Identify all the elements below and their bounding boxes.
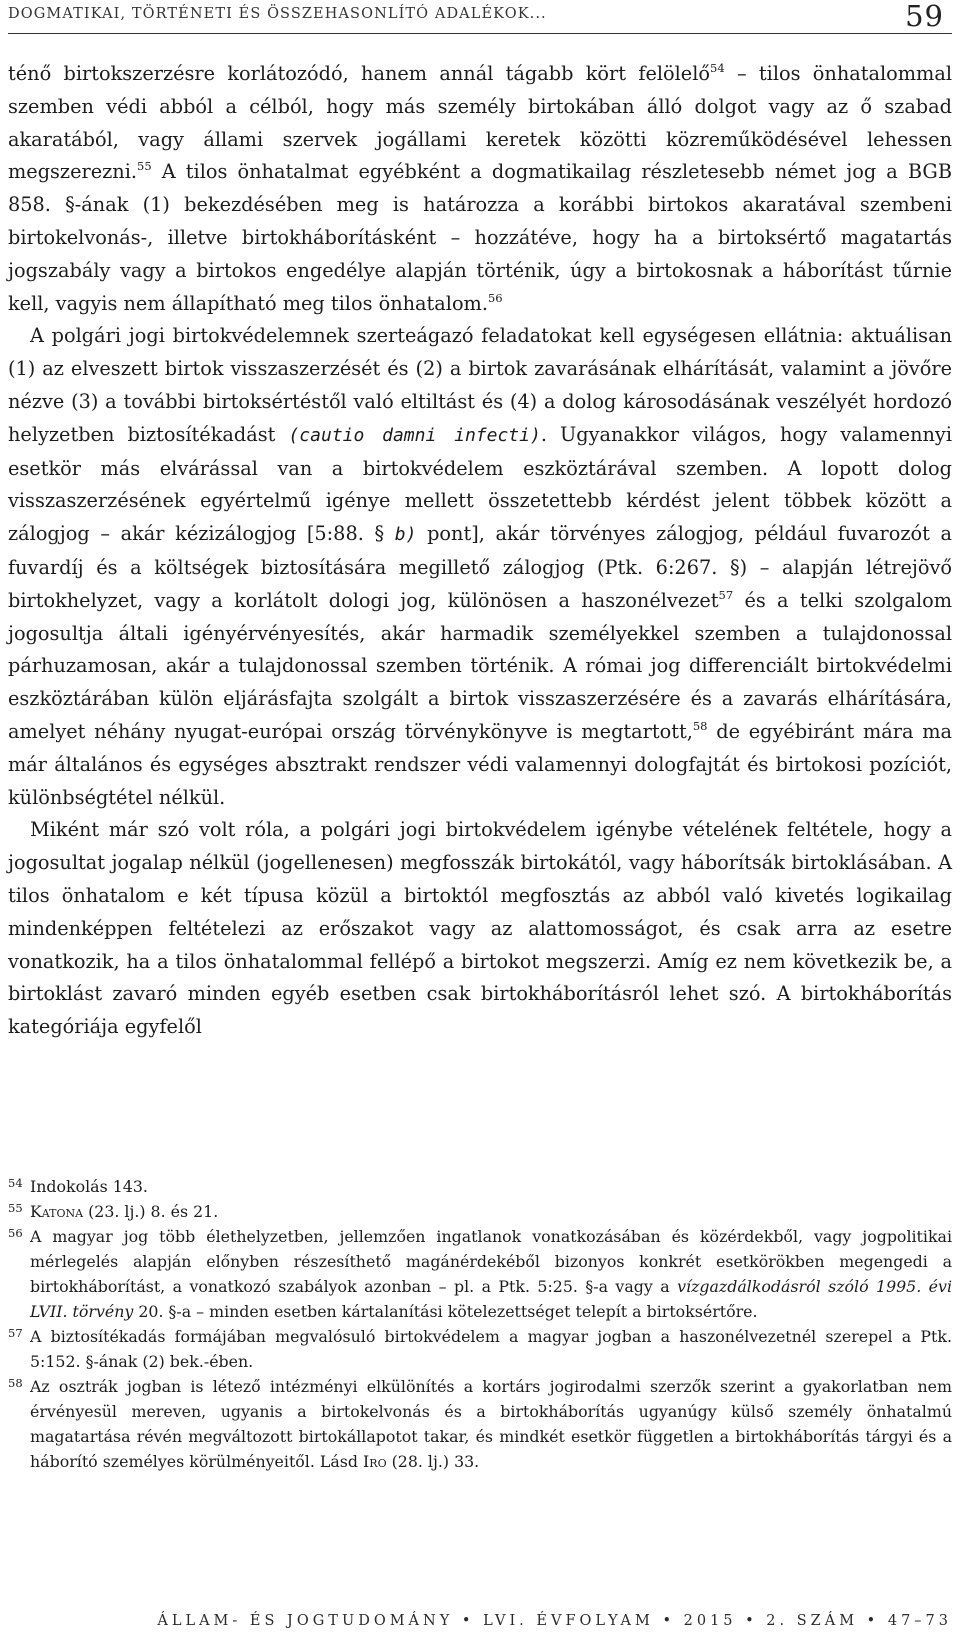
- footnote-55: [8, 1199, 952, 1224]
- footnote-57: [8, 1324, 952, 1374]
- footnote-ref-57[interactable]: 57: [718, 587, 734, 602]
- page-number: 59: [905, 0, 944, 33]
- footnote-text: A biztosítékadás formájában megvalósuló birtokvédelem a magyar jogban a haszonélvezetnél szerepel a Ptk. 5:152. §-ának (2) bek.-ében.: [30, 1327, 952, 1371]
- footnote-number: 56: [8, 1226, 23, 1240]
- footnote-number: 55: [8, 1201, 23, 1215]
- author-name: Katona: [30, 1202, 84, 1221]
- footnote-text: (23. lj.) 8. és 21.: [83, 1202, 219, 1221]
- footnote-ref-55[interactable]: 55: [137, 159, 152, 174]
- paragraph-2: A polgári jogi birtokvédelemnek szerteágazó feladatokat kell egységesen ellátnia: aktuálisan (1) az elveszett birtok visszaszerzését és (2) a birtok zavarásának elhárítását, valamint a jövőre nézve (3) a további birtoksértéstől való eltiltást és (4) a dolog károsodásának veszélyét hordozó helyzetben biztosítékadást (cautio damni infecti). Ugyanakkor világos, hogy valamennyi esetkör más elvárással van a birtokvédelem eszköztárával szemben. A lopott dolog visszaszerzésének egyértelmű igénye mellett összetettebb kérdést jelent többek között a zálogjog – akár kézizálogjog [5:88. § b) pont], akár törvényes zálogjog, például fuvarozót a fuvardíj és a költségek biztosítására megillető zálogjog (Ptk. 6:267. §) – alapján létrejövő birtokhelyzet, vagy a korlátolt dologi jog, különösen a haszonélvezet$^{57}$ és a telki szolgalom jogosultja általi igényérvényesítés, akár harmadik személyekkel szemben a tulajdonossal párhuzamosan, akár a tulajdonossal szemben történik. A római jog differenciált birtokvédelmi eszköztárában külön eljárásfajta szolgált a birtok visszaszerzésére és a zavarás elhárítására, amelyet néhány nyugat-európai ország törvénykönyve is megtartott,$^{58}$ de egyébiránt mára ma már általános és egységes absztrakt rendszer védi valamennyi dologfajtát és birtokosi pozíciót, különbségtétel nélkül.: [8, 324, 953, 809]
- footnote-text: Indokolás 143.: [30, 1177, 148, 1196]
- footnote-number: 57: [8, 1326, 23, 1340]
- footnote-number: 58: [8, 1376, 23, 1390]
- latin-term: (cautio damni infecti): [288, 424, 541, 446]
- author-name: Iro: [363, 1452, 387, 1471]
- footnote-54: [8, 1174, 952, 1199]
- paragraph-3: Miként már szó volt róla, a polgári jogi birtokvédelem igénybe vételének feltétele, hogy a jogosultat jogalap nélkül (jogellenesen) megfosszák birtokától, vagy háborítsák birtoklásában. A tilos önhatalom e két típusa közül a birtoktól megfosztás az abból való kivetés logikailag mindenképpen feltételezi az erőszakot vagy az alattomosságot, és csak arra az esetre vonatkozik, ha a tilos önhatalommal fellépő a birtokot megszerzi. Amíg ez nem következik be, a birtoklást zavaró minden egyéb esetben csak birtokháborításról lehet szó. A birtokháborítás kategóriája egyfelől: [8, 818, 952, 1039]
- footnote-ref-56[interactable]: 56: [487, 290, 503, 305]
- point-letter: b): [394, 524, 417, 546]
- main-text: [8, 58, 952, 1044]
- footnote-56: 56 A magyar jog több élethelyzetben, jellemzően ingatlanok vonatkozásában és közérdekből, vagy jogpolitikai mérlegelés alapján előnyben részesíthető magánérdekéből bizonyos konkrét esetkörökben megengedi a birtokháborítást, a vonatkozó szabályok azonban – pl. a Ptk. 5:25. §-a vagy a vízgazdálkodásról szóló 1995. évi LVII. törvény 20. §-a – minden esetben kártalanítási kötelezettséget telepít a birtoksértőre.: [8, 1224, 952, 1324]
- journal-footer: ÁLLAM- ÉS JOGTUDOMÁNY • LVI. ÉVFOLYAM • 2015 • 2. SZÁM • 47–73: [157, 1613, 952, 1629]
- footnote-ref-58[interactable]: 58: [692, 718, 708, 733]
- footnote-number: 54: [8, 1176, 23, 1190]
- footnotes: [8, 1174, 952, 1474]
- running-head: DOGMATIKAI, TÖRTÉNETI ÉS ÖSSZEHASONLÍTÓ ADALÉKOK...: [8, 6, 547, 22]
- law-title: vízgazdálkodásról szóló 1995. évi LVII. törvény: [30, 1277, 953, 1321]
- page-header: [8, 0, 952, 34]
- footnote-ref-54[interactable]: 54: [710, 61, 725, 75]
- paragraph-1: ténő birtokszerzésre korlátozódó, hanem annál tágabb kört felölelő$^{54}$ – tilos önhatalommal szemben védi abból a célból, hogy más személy birtokában álló dolgot vagy az ő szabad akaratából, vagy állami szervek jogállami keretek közötti közreműködésével lehessen megszerezni.$^{55}$ A tilos önhatalmat egyébként a dogmatikailag részletesebb német jog a BGB 858. §-ának (1) bekezdésében meg is határozza a korábbi birtokos akaratával szembeni birtokelvonás-, illetve birtokháborításként – hozzátéve, hogy ha a birtoksértő magatartás jogszabály vagy a birtokos engedélye alapján történik, úgy a birtokosnak a háborítást tűrnie kell, vagyis nem állapítható meg tilos önhatalom.$^{56}$: [8, 61, 952, 315]
- footnote-58: 58 Az osztrák jogban is létező intézményi elkülönítés a kortárs jogirodalmi szerzők szerint a gyakorlatban nem érvényesül mereven, ugyanis a birtokelvonás és a birtokháborítás ugyanúgy külső személy önhatalmú magatartása révén megváltozott birtokállapotot takar, és mindkét esetkör független a birtokháborítás tárgyi és a háborító személyes körülményeitől. Lásd Iro (28. lj.) 33.: [8, 1374, 952, 1474]
